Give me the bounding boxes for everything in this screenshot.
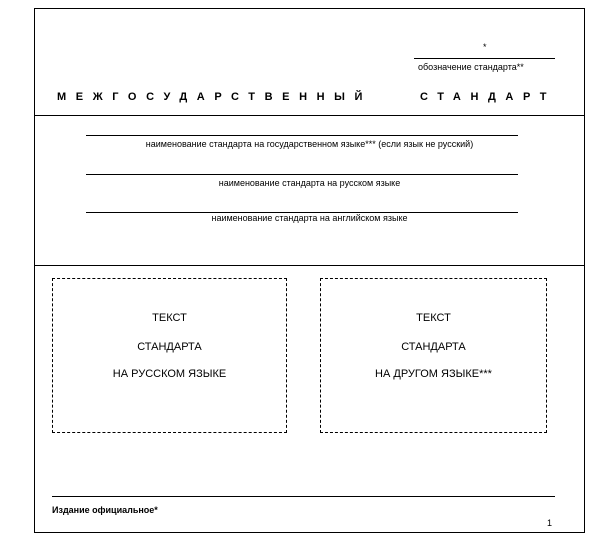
header-divider: [34, 115, 585, 116]
names-divider: [34, 265, 585, 266]
page-frame: [34, 8, 585, 533]
box-line: СТАНДАРТА: [137, 341, 202, 353]
name-russian: наименование стандарта на русском языке: [218, 178, 401, 188]
name-line-russian: [86, 174, 518, 175]
name-state-language: наименование стандарта на государственном языке*** (если язык не русский): [145, 139, 474, 149]
name-english: наименование стандарта на английском языке: [211, 213, 408, 223]
text-box-russian: [52, 278, 287, 433]
box-line: НА ДРУГОМ ЯЗЫКЕ***: [375, 368, 492, 380]
page-number: 1: [547, 518, 553, 528]
box-line: ТЕКСТ: [416, 312, 451, 324]
official-edition-label: Издание официальное*: [52, 505, 158, 515]
text-box-other: [320, 278, 547, 433]
box-line: ТЕКСТ: [152, 312, 187, 324]
title-standard: СТАНДАРТ: [420, 91, 557, 103]
footer-divider: [52, 496, 555, 497]
box-line: СТАНДАРТА: [401, 341, 466, 353]
designation-label: обозначение стандарта**: [418, 62, 524, 72]
title-interstate: МЕЖГОСУДАРСТВЕННЫЙ: [57, 91, 373, 103]
designation-line: [414, 58, 555, 59]
box-line: НА РУССКОМ ЯЗЫКЕ: [112, 368, 227, 380]
name-line-state: [86, 135, 518, 136]
asterisk-mark: *: [483, 42, 487, 52]
